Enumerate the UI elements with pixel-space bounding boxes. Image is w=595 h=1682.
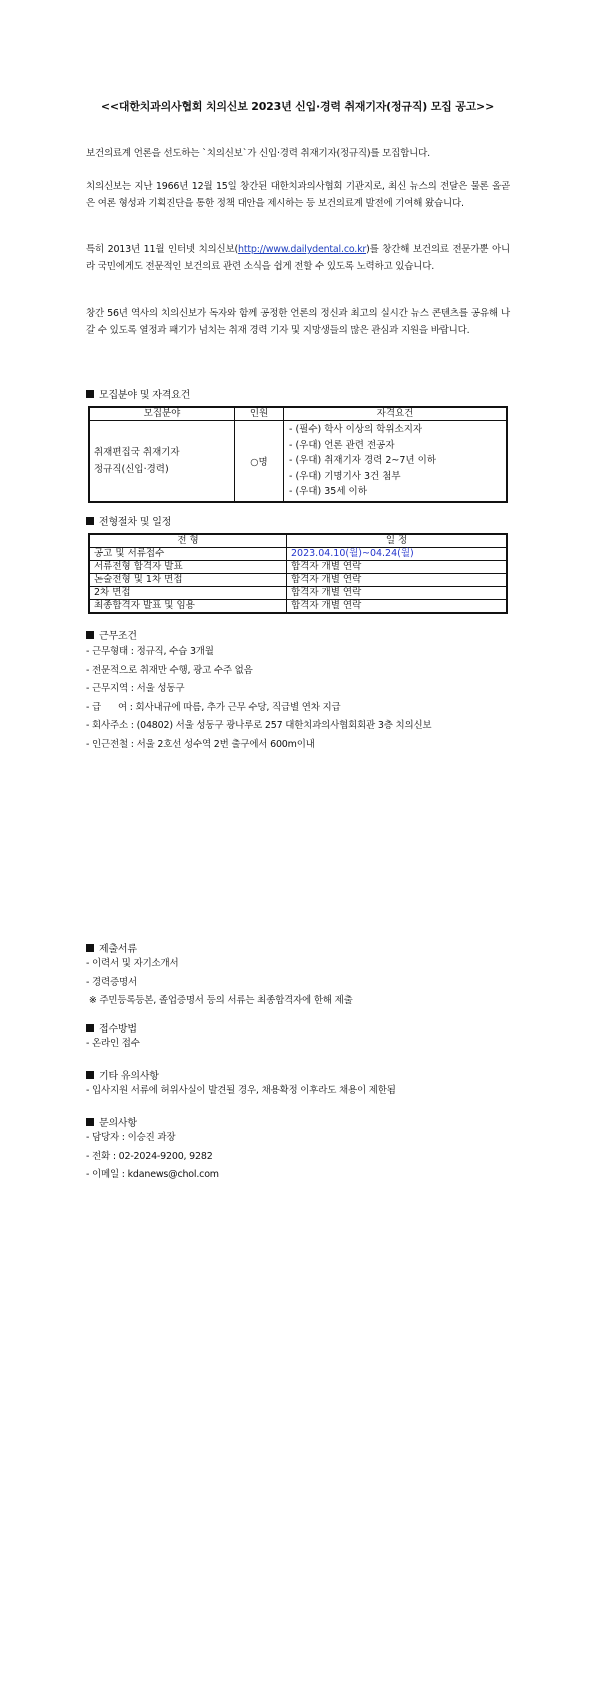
stage-cell: 2차 면접 — [89, 587, 287, 600]
intro-paragraph-2: 치의신보는 지난 1966년 12월 15일 창간된 대한치과의사협회 기관지로, 최신 뉴스의 전달은 물론 올곧은 여론 형성과 기획진단을 통한 정책 대안을 제시하는 등 보건의료계 발전에 기여해 왔습니다. — [86, 181, 510, 209]
intro-paragraph-3-start: 특히 2013년 11월 인터넷 치의신보( — [86, 244, 238, 255]
section-conditions-title: 근무조건 — [99, 631, 137, 642]
stage-cell: 공고 및 서류접수 — [89, 548, 287, 561]
intro-paragraph-3-end: )를 창간해 보건의료 전문가뿐 아니라 국민에게도 전문적인 보건의료 관련 소식을 쉽게 전할 수 있도록 노력하고 있습니다. — [86, 244, 510, 272]
square-bullet-icon — [86, 944, 94, 952]
stage-cell: 논술전형 및 1차 면접 — [89, 574, 287, 587]
recruit-field-line: 취재편집국 취재기자 — [94, 446, 180, 458]
table-row — [89, 421, 507, 502]
column-header: 인원 — [235, 407, 284, 421]
list-item: - 회사주소 : (04802) 서울 성동구 광나루로 257 대한치과의사협회회관 3층 치의신보 — [86, 720, 432, 731]
dailydental-link[interactable]: http://www.dailydental.co.kr — [238, 244, 367, 255]
table-row — [89, 574, 507, 587]
page-title: <<대한치과의사협회 치의신보 2023년 신입·경력 취재기자(정규직) 모집 공고>> — [100, 100, 495, 113]
table-row — [89, 561, 507, 574]
list-item: - 경력증명서 — [86, 976, 137, 988]
intro-paragraph-3 — [86, 241, 510, 275]
application-list — [86, 1035, 140, 1054]
section-notes-heading — [86, 1067, 159, 1082]
list-item: - 근무지역 : 서울 성동구 — [86, 683, 185, 694]
section-contact-heading — [86, 1114, 137, 1129]
section-notes-title: 기타 유의사항 — [99, 1071, 159, 1082]
section-application-heading — [86, 1020, 137, 1035]
schedule-cell: 합격자 개별 연락 — [287, 574, 508, 587]
section-application-title: 접수방법 — [99, 1024, 137, 1035]
table-header-row — [89, 407, 507, 421]
section-conditions-heading — [86, 627, 137, 642]
section-recruit-title: 모집분야 및 자격요건 — [99, 390, 191, 401]
list-item: - 근무형태 : 정규직, 수습 3개월 — [86, 646, 214, 657]
schedule-cell: 합격자 개별 연락 — [287, 561, 508, 574]
list-item: - 이력서 및 자기소개서 — [86, 958, 179, 969]
recruit-field-cell — [89, 421, 235, 502]
recruit-table — [88, 406, 508, 503]
conditions-list — [86, 643, 431, 754]
list-item: - 전문적으로 취재만 수행, 광고 수주 없음 — [86, 664, 253, 676]
stage-cell: 서류전형 합격자 발표 — [89, 561, 287, 574]
requirement-item: - (우대) 35세 이하 — [289, 486, 367, 498]
square-bullet-icon — [86, 1071, 94, 1079]
section-process-heading — [86, 513, 171, 528]
list-item: - 인근전철 : 서울 2호선 성수역 2번 출구에서 600m이내 — [86, 738, 315, 750]
list-item: - 입사지원 서류에 허위사실이 발견될 경우, 채용확정 이후라도 채용이 제한됨 — [86, 1085, 396, 1096]
list-item: - 온라인 접수 — [86, 1038, 140, 1049]
schedule-cell: 합격자 개별 연락 — [287, 600, 508, 614]
notes-list — [86, 1082, 396, 1101]
table-row — [89, 587, 507, 600]
intro-paragraph-1: 보건의료계 언론을 선도하는 `치의신보`가 신입·경력 취재기자(정규직)를 모집합니다. — [86, 148, 430, 159]
column-header: 자격요건 — [284, 407, 508, 421]
section-contact-title: 문의사항 — [99, 1118, 137, 1129]
square-bullet-icon — [86, 517, 94, 525]
column-header: 일 정 — [287, 534, 508, 548]
process-table — [88, 533, 508, 614]
stage-cell: 최종합격자 발표 및 임용 — [89, 600, 287, 614]
section-documents-heading — [86, 940, 137, 955]
section-process-title: 전형절차 및 일정 — [99, 517, 172, 528]
schedule-cell: 2023.04.10(월)~04.24(월) — [287, 548, 508, 561]
recruit-field-line: 정규직(신입·경력) — [94, 463, 169, 475]
table-row — [89, 548, 507, 561]
requirement-item: - (우대) 언론 관련 전공자 — [289, 439, 395, 451]
requirements-cell — [284, 421, 508, 502]
schedule-cell: 합격자 개별 연락 — [287, 587, 508, 600]
table-row — [89, 600, 507, 614]
square-bullet-icon — [86, 631, 94, 639]
recruit-count-cell: ○명 — [235, 421, 284, 502]
list-item: - 급 여 : 회사내규에 따름, 추가 근무 수당, 직급별 연차 지급 — [86, 701, 341, 713]
column-header: 모집분야 — [89, 407, 235, 421]
contact-list — [86, 1129, 219, 1185]
square-bullet-icon — [86, 1024, 94, 1032]
column-header: 전 형 — [89, 534, 287, 548]
documents-list — [86, 955, 353, 1011]
table-header-row — [89, 534, 507, 548]
intro-paragraph-4: 창간 56년 역사의 치의신보가 독자와 함께 공정한 언론의 정신과 최고의 실시간 뉴스 콘텐츠를 공유해 나갈 수 있도록 열정과 패기가 넘치는 취재 경력 기자 및 지망생들의 많은 관심과 지원을 바랍니다. — [86, 308, 510, 336]
list-item: - 담당자 : 이승진 과장 — [86, 1132, 176, 1143]
requirement-item: - (우대) 기명기사 3건 첨부 — [289, 470, 401, 482]
square-bullet-icon — [86, 390, 94, 398]
requirement-item: - (우대) 취재기자 경력 2~7년 이하 — [289, 455, 436, 467]
section-documents-title: 제출서류 — [99, 944, 137, 955]
list-item: - 이메일 : kdanews@chol.com — [86, 1169, 219, 1180]
list-item: - 전화 : 02-2024-9200, 9282 — [86, 1150, 213, 1162]
requirement-item: - (필수) 학사 이상의 학위소지자 — [289, 424, 423, 435]
section-recruit-heading — [86, 386, 190, 401]
square-bullet-icon — [86, 1118, 94, 1126]
list-item: ※ 주민등록등본, 졸업증명서 등의 서류는 최종합격자에 한해 제출 — [86, 995, 353, 1006]
